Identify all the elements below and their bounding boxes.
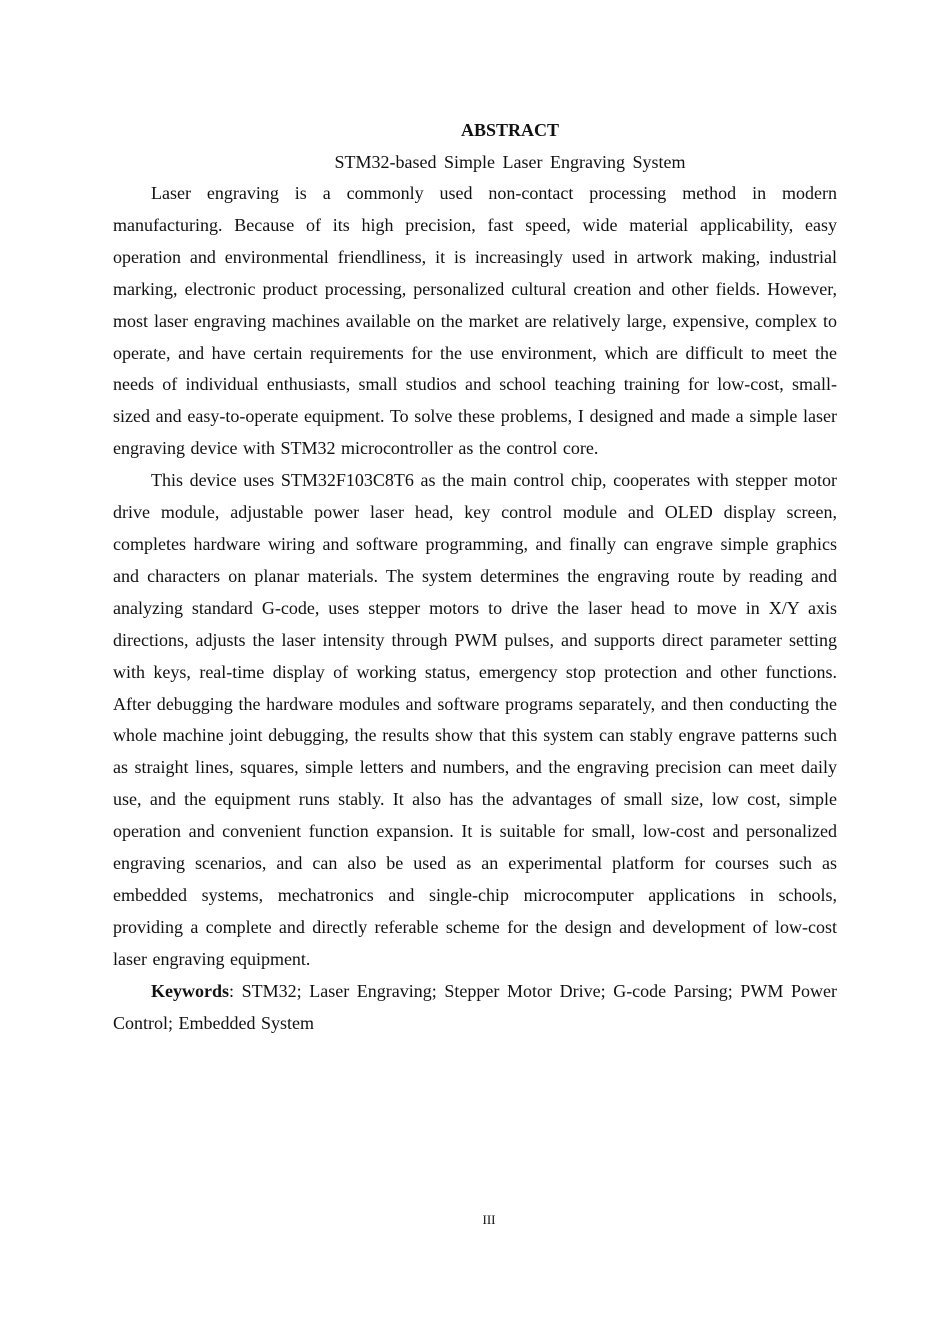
keywords-label: Keywords — [151, 980, 229, 1001]
abstract-paragraph-1: Laser engraving is a commonly used non-contact processing method in modern manufacturing. Because of its high precision, fast speed, wide material applicability, easy operation and environmental friendliness, it is increasingly used in artwork making, industrial marking, electronic product processing, personalized cultural creation and other fields. However, most laser engraving machines available on the market are relatively large, expensive, complex to operate, and have certain requirements for the use environment, which are difficult to meet the needs of individual enthusiasts, small studios and school teaching training for low-cost, small-sized and easy-to-operate equipment. To solve these problems, I designed and made a simple laser engraving device with STM32 microcontroller as the control core. — [113, 183, 837, 459]
abstract-body — [113, 178, 837, 1039]
keywords-line — [113, 976, 837, 1040]
keywords-separator: : — [229, 980, 242, 1001]
keywords-text: STM32; Laser Engraving; Stepper Motor Drive; G-code Parsing; PWM Power Control; Embedded System — [113, 980, 837, 1033]
page-number: III — [482, 1212, 496, 1227]
thesis-title: STM32-based Simple Laser Engraving System — [334, 152, 686, 172]
abstract-paragraph-2: This device uses STM32F103C8T6 as the main control chip, cooperates with stepper motor drive module, adjustable power laser head, key control module and OLED display screen, completes hardware wiring and software programming, and finally can engrave simple graphics and characters on planar materials. The system determines the engraving route by reading and analyzing standard G-code, uses stepper motors to drive the laser head to move in X/Y axis directions, adjusts the laser intensity through PWM pulses, and supports direct parameter setting with keys, real-time display of working status, emergency stop protection and other functions. After debugging the hardware modules and software programs separately, and then conducting the whole machine joint debugging, the results show that this system can stably engrave patterns such as straight lines, squares, simple letters and numbers, and the engraving precision can meet daily use, and the equipment runs stably. It also has the advantages of small size, low cost, simple operation and convenient function expansion. It is suitable for small, low-cost and personalized engraving scenarios, and can also be used as an experimental platform for courses such as embedded systems, mechatronics and single-chip microcomputer applications in schools, providing a complete and directly referable scheme for the design and development of low-cost laser engraving equipment. — [113, 470, 837, 969]
abstract-heading: ABSTRACT — [460, 120, 560, 140]
